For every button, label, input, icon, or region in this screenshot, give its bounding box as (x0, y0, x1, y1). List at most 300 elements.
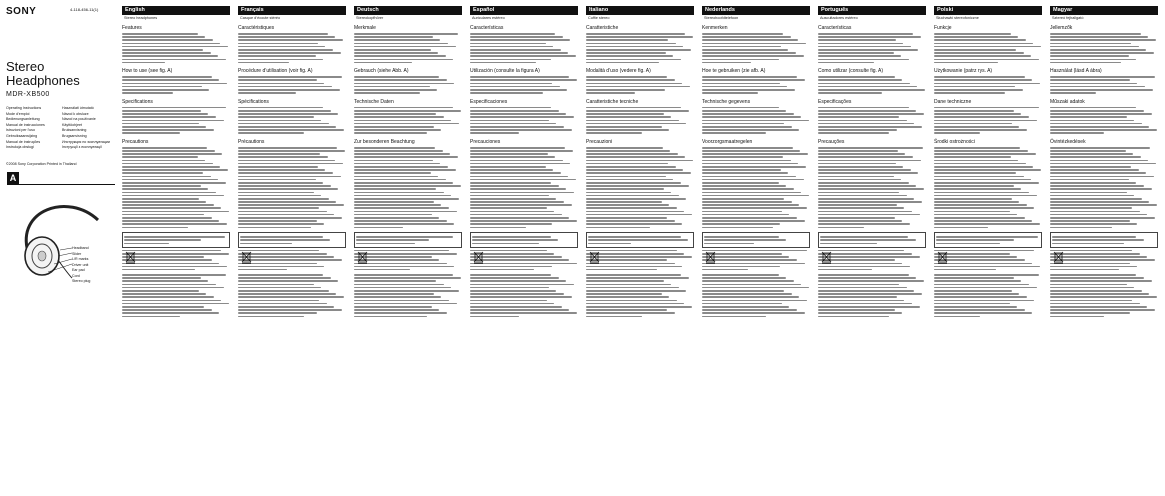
text-block (238, 107, 346, 134)
text-block (238, 33, 346, 63)
text-line (586, 223, 682, 225)
text-line (238, 188, 338, 190)
text-line (354, 59, 453, 61)
text-line (1050, 185, 1144, 187)
section-heading: Kenmerken (702, 25, 728, 31)
text-block (702, 274, 810, 317)
text-line (702, 293, 792, 295)
text-line (586, 207, 677, 209)
text-line (238, 113, 338, 115)
text-line (934, 207, 1034, 209)
text-line (238, 284, 314, 286)
text-line (586, 274, 681, 276)
text-line (934, 163, 1026, 165)
notice-box (818, 232, 926, 248)
text-line (934, 201, 1019, 203)
text-line (702, 259, 797, 261)
text-line (238, 92, 296, 94)
text-line (354, 43, 448, 45)
text-line (934, 110, 1014, 112)
text-line (934, 39, 1026, 41)
text-line (818, 52, 894, 54)
text-line (1050, 269, 1119, 271)
text-line (122, 59, 226, 61)
text-line (470, 176, 568, 178)
text-line (122, 116, 216, 118)
text-line (586, 303, 684, 305)
text-line (122, 46, 228, 48)
text-line (470, 300, 547, 302)
text-line (354, 172, 431, 174)
text-line (934, 153, 1036, 155)
text-line (238, 132, 304, 134)
text-line (586, 147, 663, 149)
text-line (238, 120, 321, 122)
text-line (702, 83, 780, 85)
text-block (356, 236, 460, 244)
text-line (818, 59, 909, 61)
text-block (702, 107, 810, 134)
text-line (702, 312, 805, 314)
text-line (122, 250, 221, 252)
text-line (238, 107, 323, 109)
text-block (586, 33, 694, 63)
text-line (122, 280, 208, 282)
text-line (818, 39, 896, 41)
text-line (122, 107, 226, 109)
text-line (122, 39, 213, 41)
section-heading: Features (122, 25, 142, 31)
text-line (818, 204, 897, 206)
column-0 (122, 6, 230, 492)
text-line (238, 126, 336, 128)
text-line (934, 33, 1011, 35)
text-line (818, 55, 901, 57)
text-line (818, 253, 912, 255)
text-line (818, 185, 916, 187)
text-line (818, 113, 924, 115)
text-line (470, 284, 574, 286)
text-line (238, 220, 317, 222)
text-line (934, 277, 1014, 279)
text-line (586, 185, 689, 187)
text-line (122, 169, 228, 171)
text-line (1050, 39, 1156, 41)
text-line (1050, 306, 1147, 308)
text-line (934, 116, 1029, 118)
section-heading: Użytkowanie (patrz rys. A) (934, 68, 993, 75)
text-line (238, 166, 318, 168)
text-line (354, 253, 457, 255)
text-line (470, 123, 556, 125)
cover-panel (0, 0, 118, 496)
language-header: Español (470, 6, 578, 15)
text-line (238, 300, 319, 302)
text-line (1050, 107, 1136, 109)
text-line (818, 36, 921, 38)
text-block (936, 236, 1040, 244)
text-line (934, 59, 1039, 61)
text-line (702, 306, 789, 308)
parts-list (72, 246, 90, 285)
language-subtitle: Stereohoofdtelefoon (704, 16, 739, 20)
text-line (238, 309, 342, 311)
text-line (238, 195, 321, 197)
section-heading: Caratteristiche tecniche (586, 98, 639, 105)
text-block (354, 274, 462, 317)
text-line (586, 59, 681, 61)
text-line (1050, 217, 1155, 219)
text-line (586, 192, 671, 194)
text-line (934, 211, 1010, 213)
text-line (1050, 293, 1149, 295)
text-line (470, 126, 564, 128)
text-line (354, 312, 447, 314)
text-line (470, 223, 552, 225)
text-line (702, 120, 809, 122)
text-line (122, 113, 208, 115)
text-line (122, 83, 227, 85)
text-line (586, 220, 675, 222)
text-line (818, 188, 924, 190)
text-line (1050, 83, 1137, 85)
text-line (238, 312, 317, 314)
text-line (354, 116, 444, 118)
text-line (122, 312, 219, 314)
text-line (470, 55, 576, 57)
text-line (354, 185, 461, 187)
text-line (818, 300, 904, 302)
text-line (354, 303, 457, 305)
text-line (586, 120, 679, 122)
text-line (702, 182, 779, 184)
text-line (586, 36, 693, 38)
text-line (934, 185, 1014, 187)
text-line (818, 147, 923, 149)
text-line (586, 198, 686, 200)
text-line (818, 214, 920, 216)
text-line (934, 129, 1027, 131)
text-line (354, 163, 440, 165)
text-line (818, 132, 889, 134)
text-line (818, 266, 910, 268)
text-line (702, 62, 751, 64)
text-block (122, 76, 230, 94)
text-line (122, 300, 221, 302)
text-block (238, 76, 346, 94)
text-line (354, 290, 459, 292)
text-line (586, 43, 676, 45)
text-line (820, 239, 916, 241)
text-line (122, 263, 219, 265)
weee-bin-icon (357, 251, 368, 264)
text-line (702, 300, 807, 302)
text-line (354, 169, 456, 171)
language-subtitle: Casque d’écoute stéréo (240, 16, 281, 20)
text-line (934, 192, 1029, 194)
text-line (934, 46, 1041, 48)
text-line (1050, 163, 1156, 165)
text-block (122, 107, 230, 134)
column-4 (586, 6, 694, 492)
text-line (1050, 59, 1136, 61)
text-line (470, 147, 565, 149)
text-line (586, 113, 664, 115)
text-line (818, 179, 901, 181)
text-line (354, 211, 457, 213)
text-line (702, 113, 794, 115)
text-line (1050, 198, 1142, 200)
weee-bin-icon (125, 251, 136, 264)
text-line (1050, 55, 1129, 57)
text-line (354, 306, 432, 308)
weee-bin-icon (705, 251, 716, 264)
text-line (354, 204, 441, 206)
text-line (470, 92, 543, 94)
text-line (122, 266, 227, 268)
text-line (122, 217, 212, 219)
language-header: Magyar (1050, 6, 1158, 15)
text-line (354, 150, 443, 152)
language-item: Käyttöohjeet (62, 122, 82, 127)
text-line (818, 62, 874, 64)
text-line (1050, 113, 1152, 115)
text-line (238, 147, 337, 149)
text-line (934, 204, 1027, 206)
product-title-line1: Stereo (6, 59, 45, 74)
language-header: Português (818, 6, 926, 15)
section-heading: Précautions (238, 138, 265, 145)
text-line (586, 169, 683, 171)
text-line (354, 300, 449, 302)
text-line (238, 316, 304, 318)
text-line (240, 243, 292, 245)
text-line (1050, 179, 1129, 181)
text-line (934, 198, 1012, 200)
text-line (934, 132, 980, 134)
text-block (1050, 250, 1158, 271)
text-line (238, 277, 331, 279)
text-line (122, 49, 203, 51)
text-line (122, 55, 218, 57)
model-number: MDR-XB500 (6, 91, 50, 98)
text-line (238, 204, 344, 206)
text-line (1050, 309, 1155, 311)
text-line (470, 179, 576, 181)
text-line (122, 192, 216, 194)
text-line (818, 306, 920, 308)
text-line (470, 280, 566, 282)
text-line (354, 49, 431, 51)
text-line (354, 113, 436, 115)
text-line (702, 188, 794, 190)
text-block (470, 107, 578, 134)
text-line (1050, 123, 1142, 125)
text-block (354, 147, 462, 228)
text-line (586, 76, 667, 78)
text-line (934, 160, 1018, 162)
text-block (238, 274, 346, 317)
text-line (240, 236, 323, 238)
text-line (1050, 153, 1133, 155)
text-line (354, 110, 461, 112)
text-line (1050, 166, 1131, 168)
text-line (238, 52, 341, 54)
text-line (122, 126, 206, 128)
text-line (818, 153, 905, 155)
text-line (586, 217, 667, 219)
text-line (702, 263, 805, 265)
text-line (702, 163, 798, 165)
notice-box (702, 232, 810, 248)
text-line (934, 169, 1041, 171)
text-line (238, 49, 333, 51)
text-line (354, 39, 440, 41)
text-line (354, 153, 450, 155)
text-line (470, 107, 551, 109)
section-heading: Technische Daten (354, 98, 394, 105)
text-line (1050, 214, 1147, 216)
text-line (818, 76, 895, 78)
text-line (820, 236, 908, 238)
text-line (702, 179, 804, 181)
text-line (356, 236, 453, 238)
text-line (586, 79, 675, 81)
text-line (586, 287, 679, 289)
text-line (702, 195, 809, 197)
text-line (354, 76, 439, 78)
text-line (354, 284, 444, 286)
text-line (702, 223, 780, 225)
section-heading: Óvintézkedések (1050, 138, 1086, 145)
text-line (354, 92, 420, 94)
text-block (124, 236, 228, 244)
text-line (122, 309, 212, 311)
text-line (936, 243, 1000, 245)
text-line (586, 132, 642, 134)
text-line (934, 76, 1025, 78)
language-subtitle: Auscultadores estéreo (820, 16, 858, 20)
text-line (470, 274, 551, 276)
text-line (1050, 46, 1139, 48)
section-heading: Dane techniczne (934, 98, 972, 105)
text-block (122, 250, 230, 271)
text-line (818, 156, 913, 158)
text-line (470, 207, 547, 209)
text-line (818, 277, 916, 279)
text-line (354, 62, 412, 64)
text-line (586, 33, 685, 35)
section-heading: Caratteristiche (586, 25, 619, 31)
text-line (470, 312, 577, 314)
section-heading: Funkcje (934, 25, 952, 31)
text-block (934, 250, 1042, 271)
text-line (934, 227, 988, 229)
text-line (934, 290, 1012, 292)
text-line (934, 147, 1020, 149)
text-line (702, 116, 801, 118)
text-line (122, 269, 195, 271)
text-line (818, 92, 882, 94)
text-line (934, 284, 1029, 286)
text-line (354, 214, 432, 216)
text-line (818, 287, 907, 289)
notice-box (470, 232, 578, 248)
text-line (818, 217, 895, 219)
text-line (702, 290, 784, 292)
text-line (354, 201, 434, 203)
text-block (586, 147, 694, 228)
text-line (122, 52, 211, 54)
text-line (702, 220, 805, 222)
document-code: 4-118-456-11(1) (70, 7, 99, 12)
text-line (122, 172, 203, 174)
text-line (702, 274, 779, 276)
text-line (1050, 211, 1140, 213)
text-line (122, 214, 204, 216)
text-line (818, 227, 864, 229)
text-block (240, 236, 344, 244)
text-line (586, 89, 665, 91)
text-line (702, 92, 758, 94)
text-line (354, 188, 436, 190)
text-block (122, 33, 230, 63)
text-block (820, 236, 924, 244)
text-block (934, 147, 1042, 228)
text-line (818, 223, 910, 225)
text-line (1050, 201, 1149, 203)
text-line (586, 204, 669, 206)
text-line (122, 62, 165, 64)
text-line (354, 160, 433, 162)
language-subtitle: Stereo headphones (124, 16, 158, 20)
text-line (586, 39, 668, 41)
text-line (122, 207, 221, 209)
text-line (702, 198, 784, 200)
text-line (702, 296, 799, 298)
text-line (702, 49, 788, 51)
text-line (354, 269, 410, 271)
text-line (586, 156, 685, 158)
text-line (934, 62, 998, 64)
text-line (934, 303, 1010, 305)
text-line (122, 89, 209, 91)
text-line (122, 220, 219, 222)
brand-logo: SONY (6, 6, 37, 17)
text-line (1050, 176, 1154, 178)
text-line (818, 107, 909, 109)
text-line (354, 287, 451, 289)
text-line (1050, 36, 1148, 38)
text-line (1050, 89, 1153, 91)
section-heading: Precauciones (470, 138, 501, 145)
text-line (818, 120, 907, 122)
text-line (934, 214, 1017, 216)
language-item: Instrukcja obsługi (6, 145, 34, 150)
text-line (354, 86, 430, 88)
text-line (586, 182, 681, 184)
text-line (238, 256, 334, 258)
text-line (238, 33, 328, 35)
text-line (702, 39, 798, 41)
text-line (470, 59, 551, 61)
text-line (934, 300, 1034, 302)
section-heading: Precauções (818, 138, 845, 145)
text-block (818, 250, 926, 271)
text-line (470, 156, 555, 158)
text-line (470, 277, 559, 279)
text-line (238, 293, 336, 295)
